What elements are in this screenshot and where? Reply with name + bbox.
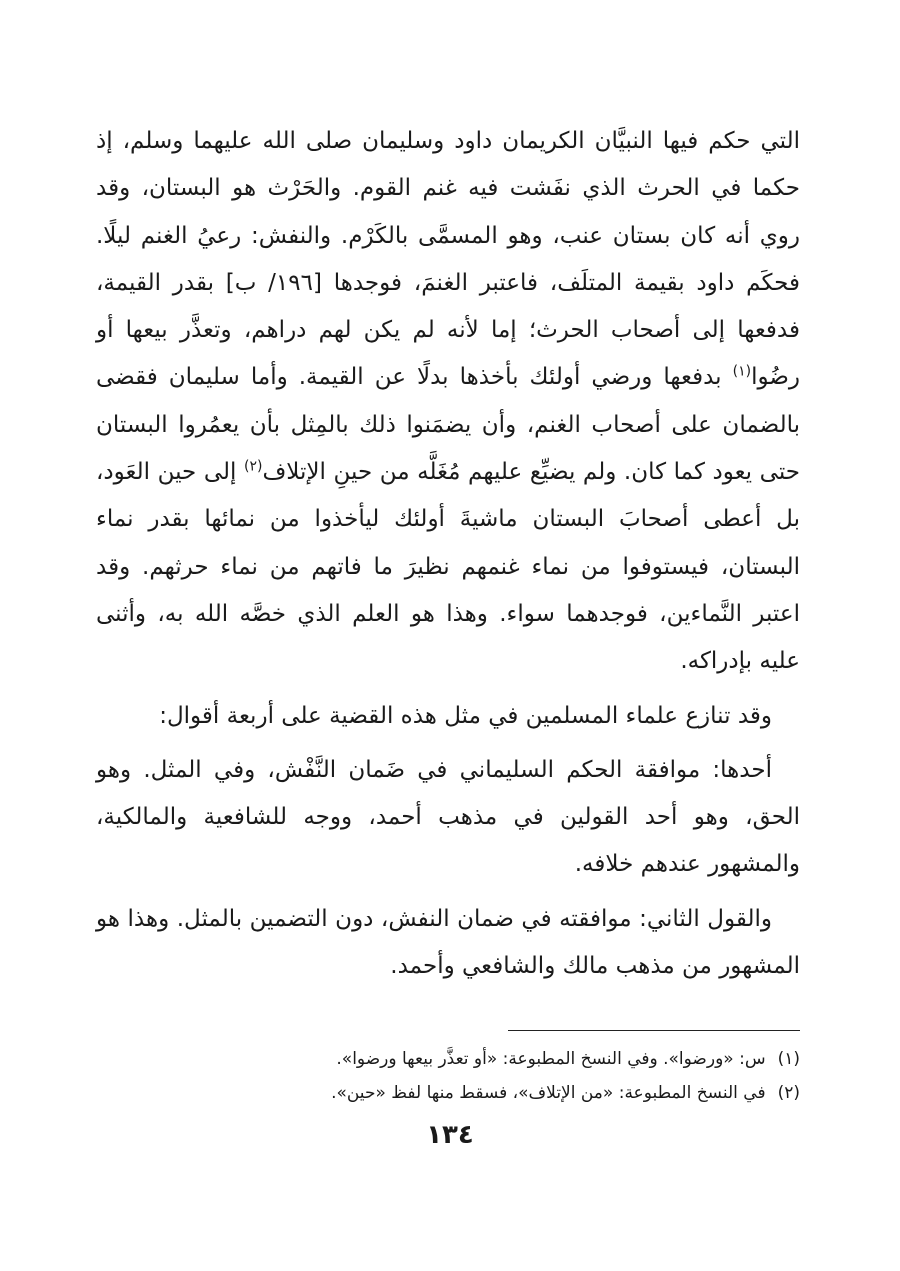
paragraph-3 <box>96 747 800 889</box>
page-number: ١٣٤ <box>426 1120 474 1150</box>
paragraph-2-text: وقد تنازع علماء المسلمين في مثل هذه القضية على أربعة أقوال: <box>159 702 772 729</box>
footnote-1-number: (١) <box>777 1049 800 1069</box>
paragraph-1 <box>96 118 800 686</box>
paragraph-1-part-3: إلى حين العَود، بل أعطى أصحابَ البستان ماشيةَ أولئك ليأخذوا من نمائها بقدر نماء البستان، فيستوفوا من نماء غنمهم نظيرَ ما فاتهم من نماء حرثهم. وقد اعتبر النَّماءين، فوجدهما سواء. وهذا هو العلم الذي خصَّه الله به، وأثنى عليه بإدراكه. <box>96 459 800 675</box>
paragraph-4-text: والقول الثاني: موافقته في ضمان النفش، دون التضمين بالمثل. وهذا هو المشهور من مذهب مالك والشافعي وأحمد. <box>96 905 800 980</box>
book-page <box>0 118 900 1218</box>
footnote-1 <box>96 1042 800 1076</box>
paragraph-3-text: أحدها: موافقة الحكم السليماني في ضَمان النَّفْش، وفي المثل. وهو الحق، وهو أحد القولين في مذهب أحمد، ووجه للشافعية والمالكية، والمشهور عندهم خلافه. <box>96 756 800 878</box>
footnote-divider <box>508 1030 800 1031</box>
paragraph-4 <box>96 896 800 991</box>
footnote-2 <box>96 1076 800 1110</box>
footnote-2-text: في النسخ المطبوعة: «من الإتلاف»، فسقط منها لفظ «حين». <box>331 1083 766 1103</box>
paragraph-1-part-2: بدفعها ورضي أولئك بأخذها بدلًا عن القيمة. وأما سليمان فقضى بالضمان على أصحاب الغنم، وأن يضمَنوا ذلك بالمِثل بأن يعمُروا البستان حتى يعود كما كان. ولم يضيِّع عليهم مُغَلَّه من حينِ الإتلاف <box>96 364 800 486</box>
footnotes <box>96 1042 800 1110</box>
paragraph-1-part-1: التي حكم فيها النبيَّان الكريمان داود وسليمان صلى الله عليهما وسلم، إذ حكما في الحرث الذي نفَشت فيه غنم القوم. والحَرْث هو البستان، وقد روي أنه كان بستان عنب، وهو المسمَّى بالكَرْم. والنفش: رعيُ الغنم ليلًا. فحكَم داود بقيمة المتلَف، فاعتبر الغنمَ، فوجدها [١٩٦/ ب] بقدر القيمة، فدفعها إلى أصحاب الحرث؛ إما لأنه لم يكن لهم دراهم، وتعذَّر بيعها أو رضُوا <box>96 128 800 391</box>
footnote-ref-2[interactable]: (٢) <box>243 458 263 475</box>
footnote-2-number: (٢) <box>777 1083 800 1103</box>
main-text <box>96 118 800 990</box>
paragraph-2 <box>96 693 800 740</box>
footnote-ref-1[interactable]: (١) <box>732 363 752 380</box>
footnote-1-text: س: «ورضوا». وفي النسخ المطبوعة: «أو تعذَّر بيعها ورضوا». <box>336 1049 766 1069</box>
